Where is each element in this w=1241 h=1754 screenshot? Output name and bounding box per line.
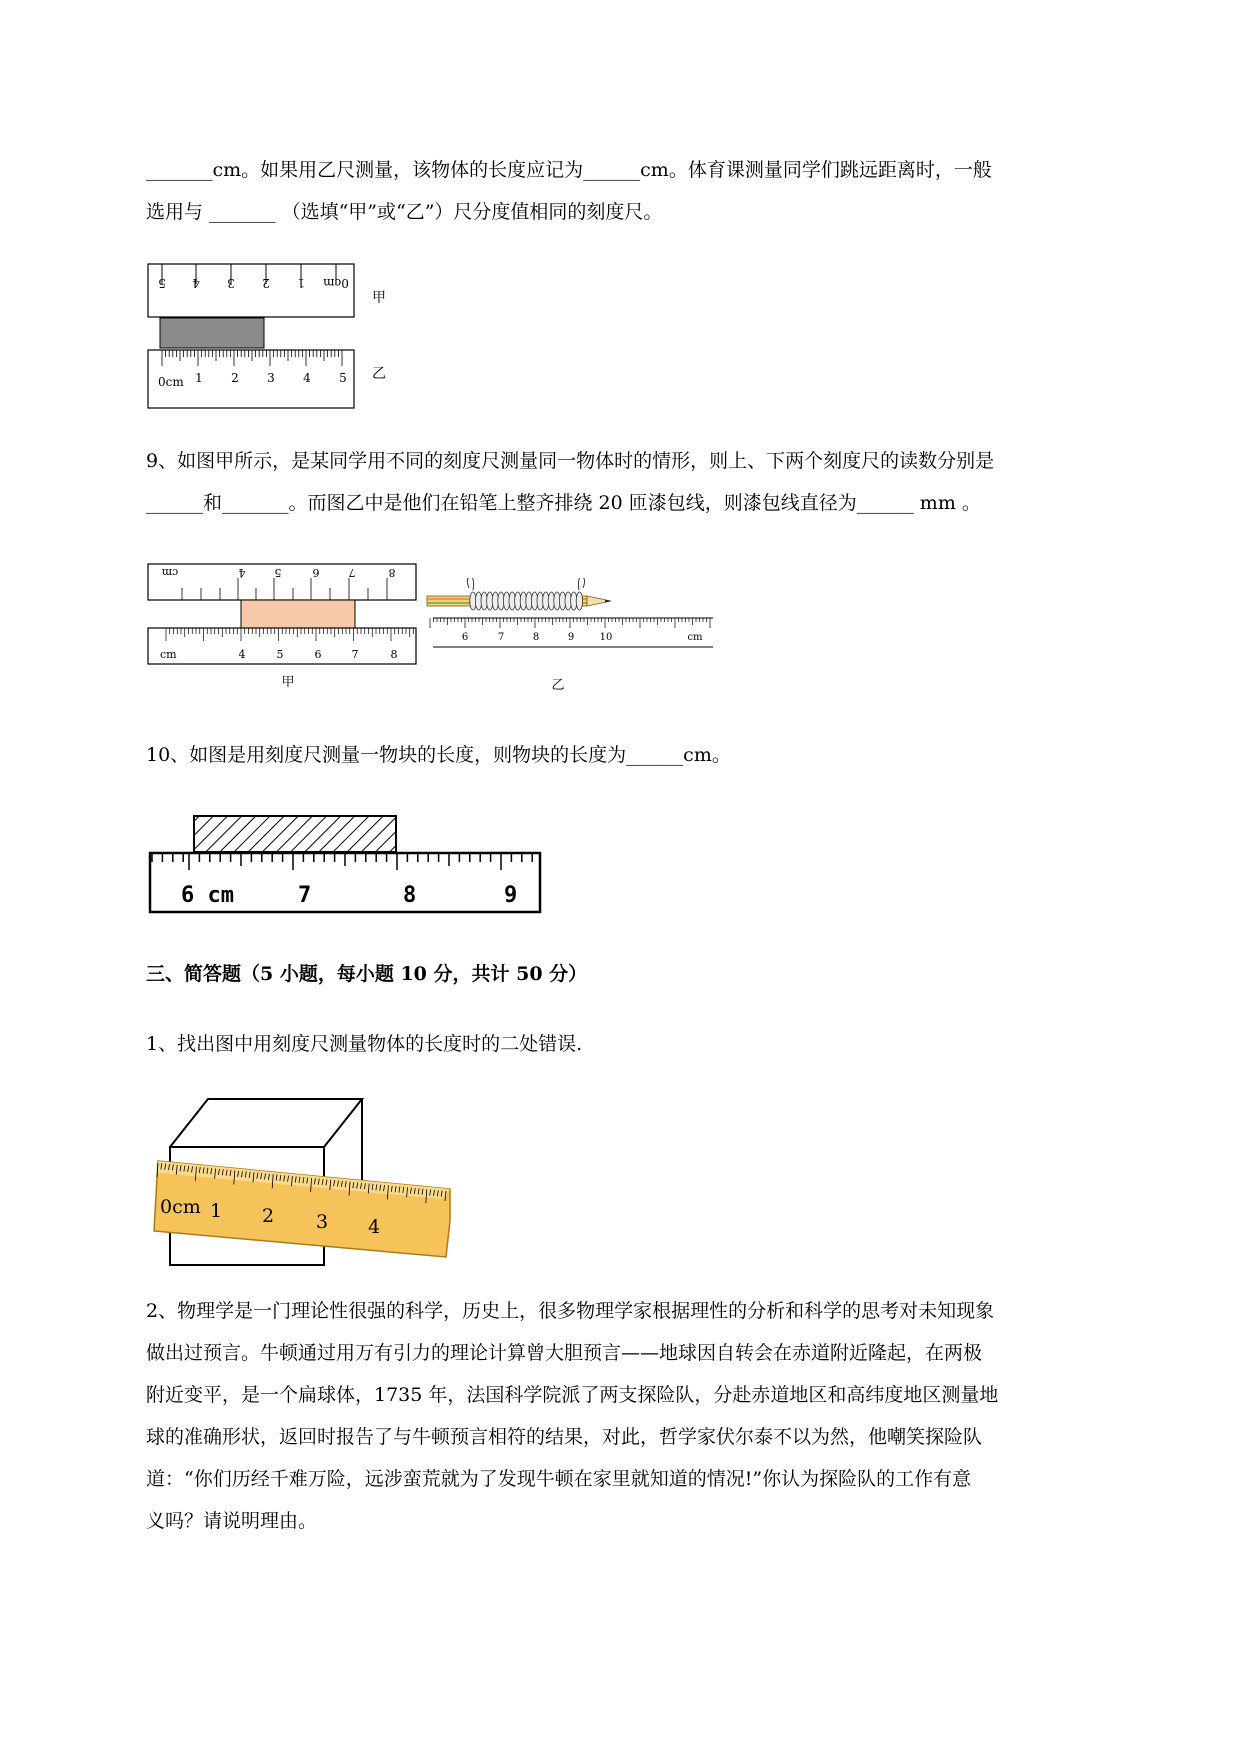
q9-jia-figure bbox=[146, 562, 421, 692]
q8-line-2: 选用与 _______ （选填“甲”或“乙”）尺分度值相同的刻度尺。 bbox=[146, 201, 663, 223]
s3-q2-line-1: 2、物理学是一门理论性很强的科学，历史上，很多物理学家根据理性的分析和科学的思考对未知现象 bbox=[146, 1300, 995, 1322]
bottom-ruler-unit: cm bbox=[160, 648, 177, 661]
coil-winding bbox=[470, 592, 583, 610]
jia-label: 甲 bbox=[372, 290, 386, 306]
jia-ruler-body bbox=[148, 264, 354, 317]
bottom-tick-5: 5 bbox=[276, 648, 284, 661]
q8-ruler-figure bbox=[146, 262, 386, 412]
q10-text bbox=[146, 734, 1156, 776]
bottom-tick-7: 7 bbox=[351, 648, 359, 661]
yi-label: 乙 bbox=[372, 366, 386, 382]
yi-tick-0: 0cm bbox=[158, 375, 184, 389]
q9-line-2: ______和_______。而图乙中是他们在铅笔上整齐排绕 20 匝漆包线，则漆包线直径为______ mm 。 bbox=[146, 492, 981, 514]
q10-tick-8: 8 bbox=[403, 883, 417, 908]
top-tick-5: 5 bbox=[274, 566, 282, 579]
yi-tick-2: 2 bbox=[231, 371, 239, 385]
s3-q2-line-4: 球的准确形状，返回时报告了与牛顿预言相符的结果，对此，哲学家伏尔泰不以为然，他嘲笑探险队 bbox=[146, 1426, 983, 1448]
pencil-scale-unit: cm bbox=[687, 632, 703, 643]
q9-text bbox=[146, 440, 1156, 524]
pencil-tick-9: 9 bbox=[567, 632, 575, 643]
yi-tick-5: 5 bbox=[339, 371, 347, 385]
pencil-tick-8: 8 bbox=[532, 632, 540, 643]
q9-yi-caption: 乙 bbox=[551, 678, 565, 693]
measured-object bbox=[160, 318, 264, 348]
q9-jia-caption: 甲 bbox=[281, 675, 295, 690]
s3-ruler-tick-1: 1 bbox=[210, 1200, 223, 1222]
top-tick-8: 8 bbox=[388, 566, 396, 579]
s3-q2-line-5: 道：“你们历经千难万险，远涉蛮荒就为了发现牛顿在家里就知道的情况!”你认为探险队的工作有意 bbox=[146, 1468, 972, 1490]
section-3-title: 三、简答题（5 小题，每小题 10 分，共计 50 分） bbox=[146, 963, 588, 985]
s3-ruler-tick-4: 4 bbox=[368, 1216, 381, 1238]
q9-yi-figure bbox=[423, 578, 713, 693]
q8-line-1: _______cm。如果用乙尺测量，该物体的长度应记为______cm。体育课测量同学们跳远距离时，一般 bbox=[146, 159, 992, 181]
pencil-tick-7: 7 bbox=[497, 632, 505, 643]
jia-tick-5: 0cm bbox=[323, 276, 349, 290]
s3-q2-line-2: 做出过预言。牛顿通过用万有引力的理论计算曾大胆预言——地球因自转会在赤道附近隆起，在两极 bbox=[146, 1342, 983, 1364]
yi-tick-4: 4 bbox=[303, 371, 311, 385]
q10-tick-7: 7 bbox=[298, 883, 312, 908]
top-tick-7: 7 bbox=[348, 566, 356, 579]
s3-ruler-tick-3: 3 bbox=[316, 1211, 329, 1233]
q10-line: 10、如图是用刻度尺测量一物块的长度，则物块的长度为______cm。 bbox=[146, 744, 731, 766]
s3-q2-line-6: 义吗？请说明理由。 bbox=[146, 1510, 318, 1532]
q8-continuation bbox=[146, 149, 1156, 233]
pencil-tick-6: 6 bbox=[461, 632, 469, 643]
s3-q2-line-3: 附近变平，是一个扁球体，1735 年，法国科学院派了两支探险队，分赴赤道地区和高纬度地区测量地 bbox=[146, 1384, 999, 1406]
q9-measured-object bbox=[241, 600, 355, 628]
section-3-heading bbox=[146, 953, 1156, 995]
yi-tick-3: 3 bbox=[267, 371, 275, 385]
top-ruler-unit: cm bbox=[161, 566, 179, 579]
s3-q2-text bbox=[146, 1290, 1156, 1542]
s3-ruler-tick-2: 2 bbox=[262, 1205, 275, 1227]
top-tick-6: 6 bbox=[312, 566, 320, 579]
q10-tick-9: 9 bbox=[504, 883, 518, 908]
jia-tick-3: 2 bbox=[262, 276, 270, 290]
yi-tick-1: 1 bbox=[195, 371, 203, 385]
s3-q1-figure bbox=[146, 1093, 466, 1273]
s3-ruler-tick-0cm: 0cm bbox=[160, 1196, 201, 1218]
s3-q1-line: 1、找出图中用刻度尺测量物体的长度时的二处错误. bbox=[146, 1033, 583, 1055]
top-tick-4: 4 bbox=[238, 566, 246, 579]
jia-tick-2: 3 bbox=[227, 276, 235, 290]
bottom-tick-4: 4 bbox=[238, 648, 246, 661]
jia-tick-0: 5 bbox=[158, 276, 166, 290]
jia-tick-4: 1 bbox=[297, 276, 305, 290]
bottom-tick-6: 6 bbox=[314, 648, 322, 661]
q10-tick-6cm: 6 cm bbox=[181, 883, 234, 908]
s3-q1-text bbox=[146, 1023, 1156, 1065]
jia-tick-1: 4 bbox=[192, 276, 200, 290]
q10-figure bbox=[146, 812, 546, 922]
q9-line-1: 9、如图甲所示，是某同学用不同的刻度尺测量同一物体时的情形，则上、下两个刻度尺的读数分别是 bbox=[146, 450, 995, 472]
coil-turn bbox=[576, 592, 582, 610]
pencil-tick-10: 10 bbox=[599, 632, 613, 643]
q10-block bbox=[194, 816, 396, 852]
bottom-tick-8: 8 bbox=[390, 648, 398, 661]
